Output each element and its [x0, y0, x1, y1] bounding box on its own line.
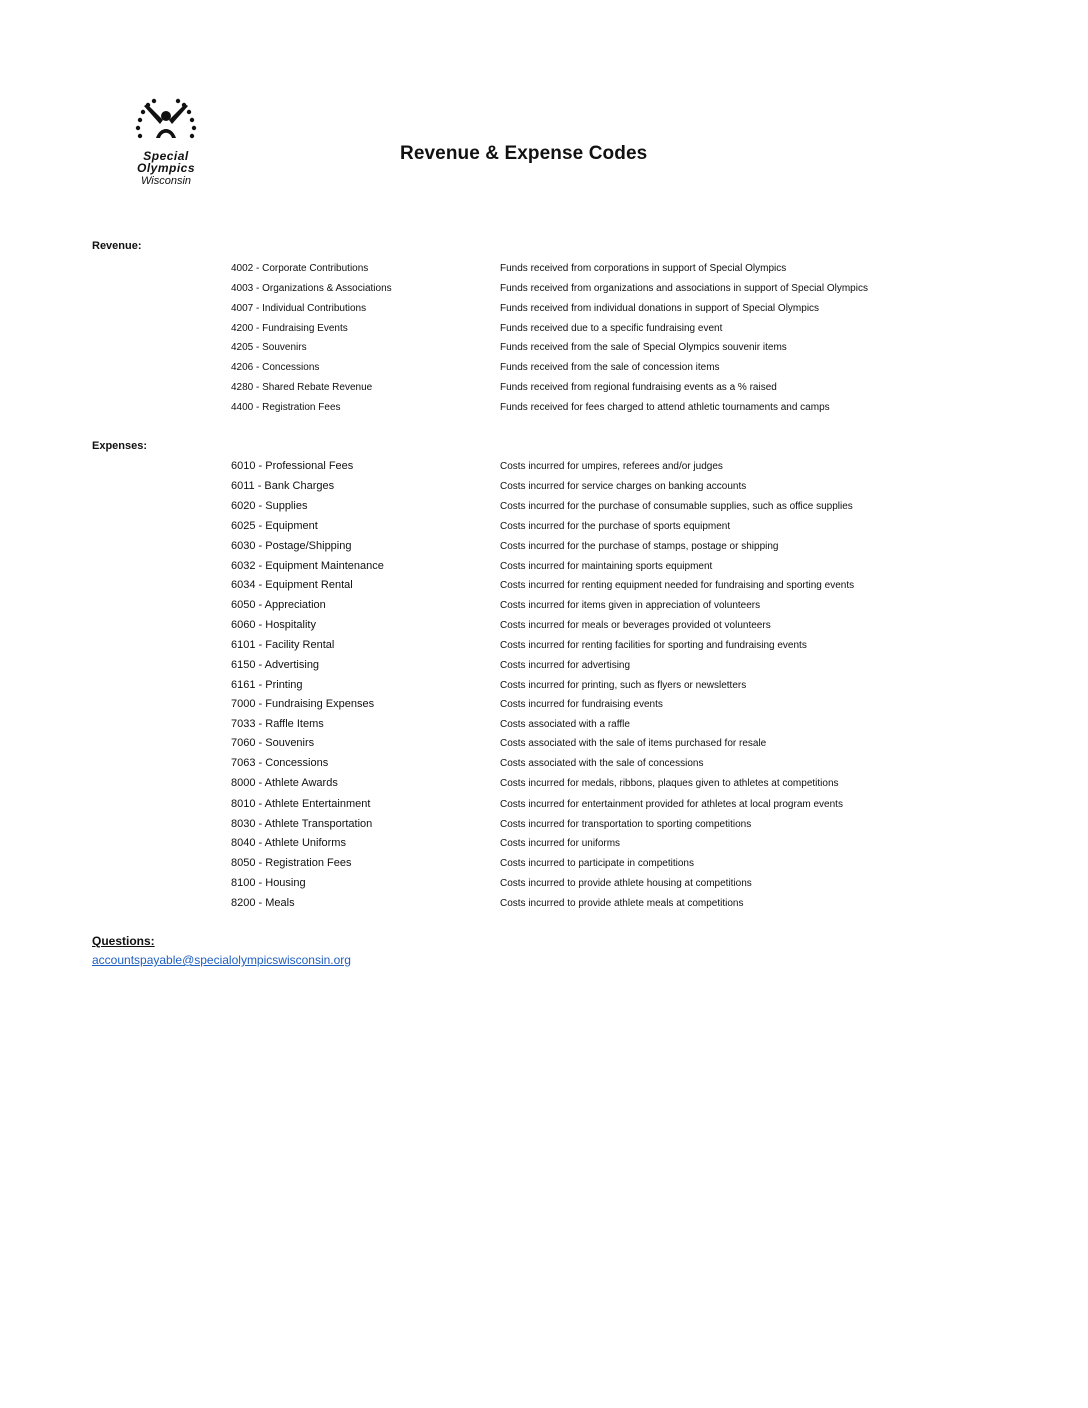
expense-description: Costs incurred for the purchase of consumable supplies, such as office supplies	[500, 501, 853, 512]
expense-row	[0, 500, 1088, 514]
expense-row	[0, 460, 1088, 474]
revenue-row	[0, 262, 1088, 276]
revenue-code: 4002 - Corporate Contributions	[231, 263, 369, 274]
expense-row	[0, 659, 1088, 673]
revenue-description: Funds received from organizations and associations in support of Special Olympics	[500, 283, 868, 294]
expense-description: Costs incurred for advertising	[500, 660, 631, 671]
expense-row	[0, 877, 1088, 891]
expense-row	[0, 718, 1088, 732]
revenue-code: 4206 - Concessions	[231, 362, 320, 373]
expense-code: 6101 - Facility Rental	[231, 639, 335, 651]
expense-description: Costs incurred for renting equipment needed for fundraising and sporting events	[500, 580, 855, 591]
expense-description: Costs incurred for service charges on banking accounts	[500, 481, 747, 492]
expense-code: 6030 - Postage/Shipping	[231, 540, 352, 552]
expense-description: Costs incurred for maintaining sports equipment	[500, 561, 713, 572]
expense-row	[0, 480, 1088, 494]
expense-code: 6060 - Hospitality	[231, 619, 316, 631]
expense-code: 6032 - Equipment Maintenance	[231, 560, 384, 572]
revenue-row	[0, 401, 1088, 415]
revenue-description: Funds received from corporations in support of Special Olympics	[500, 263, 787, 274]
special-olympics-logo	[112, 98, 220, 194]
expense-description: Costs incurred for transportation to sporting competitions	[500, 819, 752, 830]
expense-code: 8010 - Athlete Entertainment	[231, 798, 371, 810]
expense-description: Costs associated with a raffle	[500, 719, 630, 730]
special-olympics-emblem-icon	[134, 98, 198, 148]
logo-text-olympics: Olympics	[136, 161, 196, 175]
expense-description: Costs incurred for medals, ribbons, plaques given to athletes at competitions	[500, 778, 839, 789]
expense-row	[0, 560, 1088, 574]
expense-row	[0, 520, 1088, 534]
expense-code: 8200 - Meals	[231, 897, 295, 909]
expense-code: 6034 - Equipment Rental	[231, 579, 353, 591]
page-title: Revenue & Expense Codes	[400, 143, 648, 164]
expense-description: Costs incurred to participate in competitions	[500, 858, 694, 869]
contact-email-link[interactable]: accountspayable@specialolympicswisconsin.org	[92, 953, 351, 967]
expense-code: 7060 - Souvenirs	[231, 737, 315, 749]
expense-code: 7063 - Concessions	[231, 757, 329, 769]
expense-row	[0, 837, 1088, 851]
expense-description: Costs incurred for printing, such as flyers or newsletters	[500, 680, 747, 691]
expense-code: 6161 - Printing	[231, 679, 303, 691]
expense-code: 8040 - Athlete Uniforms	[231, 837, 346, 849]
revenue-row	[0, 302, 1088, 316]
revenue-code: 4400 - Registration Fees	[231, 402, 341, 413]
expense-row	[0, 619, 1088, 633]
expense-row	[0, 737, 1088, 751]
revenue-row	[0, 361, 1088, 375]
expense-code: 8030 - Athlete Transportation	[231, 818, 373, 830]
revenue-row	[0, 282, 1088, 296]
expense-description: Costs associated with the sale of concessions	[500, 758, 704, 769]
expense-code: 7033 - Raffle Items	[231, 718, 324, 730]
expense-description: Costs incurred for umpires, referees and/or judges	[500, 461, 723, 472]
expense-row	[0, 897, 1088, 911]
revenue-code: 4007 - Individual Contributions	[231, 303, 367, 314]
expense-row	[0, 679, 1088, 693]
expense-row	[0, 757, 1088, 771]
expense-description: Costs incurred for fundraising events	[500, 699, 663, 710]
expense-row	[0, 579, 1088, 593]
expense-code: 7000 - Fundraising Expenses	[231, 698, 375, 710]
expense-description: Costs incurred for the purchase of stamps, postage or shipping	[500, 541, 779, 552]
revenue-heading: Revenue:	[92, 240, 142, 252]
revenue-description: Funds received from the sale of Special Olympics souvenir items	[500, 342, 787, 353]
expense-description: Costs incurred for items given in appreciation of volunteers	[500, 600, 761, 611]
revenue-code: 4205 - Souvenirs	[231, 342, 307, 353]
expense-description: Costs incurred for renting facilities for sporting and fundraising events	[500, 640, 807, 651]
revenue-code: 4280 - Shared Rebate Revenue	[231, 382, 373, 393]
expense-code: 8000 - Athlete Awards	[231, 777, 338, 789]
expense-code: 6010 - Professional Fees	[231, 460, 354, 472]
expenses-heading: Expenses:	[92, 440, 148, 452]
expense-code: 6050 - Appreciation	[231, 599, 326, 611]
expense-description: Costs incurred for uniforms	[500, 838, 621, 849]
expense-row	[0, 599, 1088, 613]
expense-description: Costs associated with the sale of items purchased for resale	[500, 738, 767, 749]
revenue-row	[0, 381, 1088, 395]
revenue-row	[0, 341, 1088, 355]
questions-heading: Questions:	[92, 934, 155, 948]
expense-code: 6011 - Bank Charges	[231, 480, 335, 492]
expense-description: Costs incurred for entertainment provided for athletes at local program events	[500, 799, 843, 810]
revenue-description: Funds received for fees charged to attend athletic tournaments and camps	[500, 402, 830, 413]
expense-description: Costs incurred for meals or beverages provided ot volunteers	[500, 620, 771, 631]
expense-description: Costs incurred to provide athlete housing at competitions	[500, 878, 752, 889]
expense-row	[0, 818, 1088, 832]
revenue-description: Funds received due to a specific fundraising event	[500, 323, 723, 334]
logo-text-wisconsin: Wisconsin	[140, 175, 192, 187]
logo-text-special: Special	[143, 149, 189, 163]
expense-code: 6150 - Advertising	[231, 659, 320, 671]
revenue-row	[0, 322, 1088, 336]
expense-row	[0, 777, 1088, 791]
expense-row	[0, 857, 1088, 871]
expense-code: 6025 - Equipment	[231, 520, 318, 532]
expense-code: 8100 - Housing	[231, 877, 306, 889]
expense-code: 6020 - Supplies	[231, 500, 308, 512]
revenue-description: Funds received from individual donations in support of Special Olympics	[500, 303, 820, 314]
expense-row	[0, 540, 1088, 554]
expense-row	[0, 698, 1088, 712]
expense-code: 8050 - Registration Fees	[231, 857, 352, 869]
expense-description: Costs incurred to provide athlete meals at competitions	[500, 898, 744, 909]
expense-row	[0, 798, 1088, 812]
revenue-description: Funds received from the sale of concession items	[500, 362, 720, 373]
expense-description: Costs incurred for the purchase of sports equipment	[500, 521, 731, 532]
expense-row	[0, 639, 1088, 653]
revenue-description: Funds received from regional fundraising events as a % raised	[500, 382, 777, 393]
revenue-code: 4003 - Organizations & Associations	[231, 283, 392, 294]
revenue-code: 4200 - Fundraising Events	[231, 323, 348, 334]
